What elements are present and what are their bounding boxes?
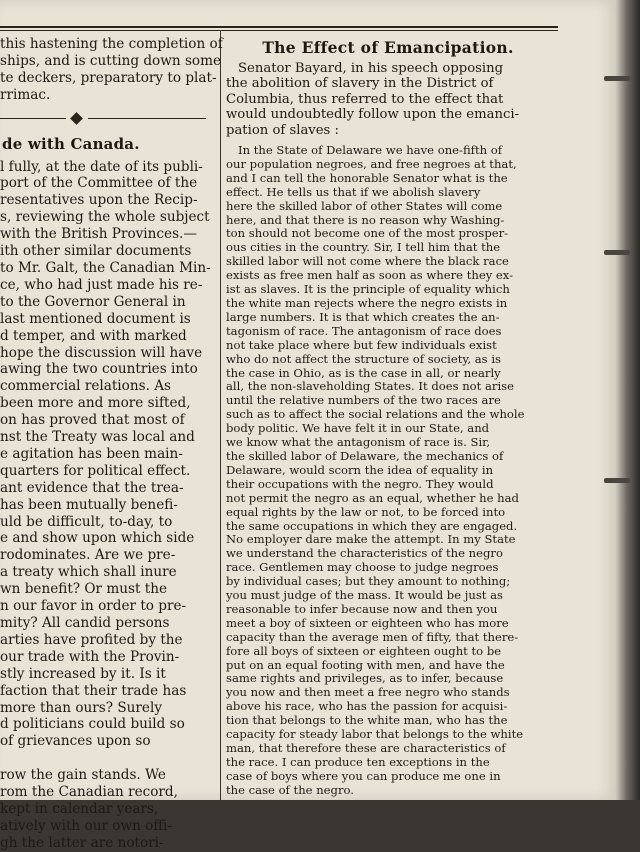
text-line: not take place where but few individuals exist — [226, 337, 497, 352]
text-line: the white man rejects where the negro exists in — [226, 296, 508, 310]
left-column-top-text — [0, 36, 223, 104]
text-line: race. Gentlemen may choose to judge negroes — [226, 560, 499, 575]
page-edge — [616, 0, 640, 800]
intro-line: the abolition of slavery in the District of — [226, 76, 494, 92]
text-line: the race. I can produce ten exceptions in the — [226, 754, 490, 769]
text-line: rrimac. — [0, 86, 51, 103]
text-line: n our favor in order to pre- — [0, 598, 187, 615]
text-line: on has proved that most of — [0, 412, 185, 429]
text-line: tagonism of race. The antagonism of race does — [226, 323, 502, 338]
text-line: ships, and is cutting down some — [0, 52, 222, 69]
text-line: fore all boys of sixteen or eighteen ought to be — [226, 643, 502, 658]
text-line: this hastening the completion of — [0, 36, 223, 52]
section-ornament — [0, 108, 214, 130]
text-line: the case of the negro. — [226, 782, 354, 797]
text-line: and I can tell the honorable Senator what is the — [226, 170, 508, 185]
text-line: capacity for steady labor that belongs to the white — [226, 727, 524, 742]
text-line: kept in calendar years, — [0, 800, 159, 817]
text-line: rom the Canadian record, — [0, 784, 178, 801]
text-line: d temper, and with marked — [0, 327, 187, 344]
text-line: to the Governor General in — [0, 293, 186, 310]
text-line: e agitation has been main- — [0, 445, 183, 462]
text-line: quarters for political effect. — [0, 462, 191, 479]
text-line: case of boys where you can produce me one in — [226, 768, 501, 783]
text-line: to Mr. Galt, the Canadian Min- — [0, 259, 211, 276]
text-line: nst the Treaty was local and — [0, 429, 195, 446]
text-line: our trade with the Provin- — [0, 648, 180, 665]
column-divider — [220, 30, 221, 800]
text-line: skilled labor will not come where the black race — [226, 254, 509, 269]
text-line: of grievances upon so — [0, 733, 151, 750]
text-line: ith other similar documents — [0, 243, 192, 260]
text-line: capacity than the average men of fifty, that there- — [226, 629, 519, 644]
text-line: rodominates. Are we pre- — [0, 547, 176, 564]
text-line: the same occupations in which they are engaged. — [226, 518, 518, 533]
text-line: hope the discussion will have — [0, 344, 203, 361]
text-line: tion that belongs to the white man, who has the — [226, 713, 508, 728]
text-line: been more and more sifted, — [0, 395, 191, 412]
text-line: uld be difficult, to-day, to — [0, 513, 173, 530]
text-line: we understand the characteristics of the negro — [226, 546, 503, 561]
text-line: Delaware, would scorn the idea of equality in — [226, 462, 494, 477]
intro-line: pation of slaves : — [226, 122, 339, 138]
left-column — [0, 36, 223, 851]
text-line: No employer dare make the attempt. In my State — [226, 532, 516, 547]
text-line: here the skilled labor of other States will come — [226, 198, 503, 213]
text-line: equal rights by the law or not, to be forced into — [226, 504, 506, 519]
text-line: ous cities in the country. Sir, I tell him that the — [226, 240, 501, 255]
text-line: such as to affect the social relations and the whole — [226, 407, 525, 422]
text-line: te deckers, preparatory to plat- — [0, 69, 217, 86]
text-line: who do not affect the structure of society, as is — [226, 351, 501, 366]
text-line: atively with our own offi- — [0, 817, 172, 834]
text-line: arties have profited by the — [0, 631, 183, 648]
article-body — [226, 144, 550, 798]
section-heading: de with Canada. — [2, 134, 140, 153]
text-line: wn benefit? Or must the — [0, 581, 168, 598]
text-line: awing the two countries into — [0, 361, 198, 378]
text-line: their occupations with the negro. They would — [226, 476, 494, 491]
text-line: the case in Ohio, as is the case in all, or nearly — [226, 365, 501, 380]
text-line: port of the Committee of the — [0, 175, 198, 192]
text-line: here, and that there is no reason why Washing- — [226, 212, 505, 227]
text-line: you must judge of the mass. It would be just as — [226, 588, 503, 603]
text-line: until the relative numbers of the two races are — [226, 393, 501, 408]
text-line: more than ours? Surely — [0, 699, 162, 716]
text-line: mity? All candid persons — [0, 615, 170, 631]
text-line: a treaty which shall inure — [0, 564, 177, 581]
text-line: e and show upon which side — [0, 530, 195, 547]
text-line: ist as slaves. It is the principle of equality which — [226, 282, 510, 297]
binding-clip — [604, 478, 630, 483]
text-line: reasonable to infer because now and then you — [226, 601, 498, 616]
text-line: large numbers. It is that which creates the an- — [226, 309, 500, 324]
left-column-body-text — [0, 159, 214, 852]
text-line: exists as free men half as soon as where they ex- — [226, 268, 514, 283]
text-line: gh the latter are notori- — [0, 834, 164, 851]
text-line: l fully, at the date of its publi- — [0, 158, 203, 175]
text-line: not permit the negro as an equal, whether he had — [226, 490, 519, 505]
text-line: by individual cases; but they amount to nothing; — [226, 574, 511, 589]
intro-line: would undoubtedly follow upon the emanci- — [226, 107, 520, 123]
article-column — [226, 38, 550, 800]
text-line: same rights and privileges, as to infer, because — [226, 671, 504, 686]
text-line: effect. He tells us that if we abolish slavery — [226, 184, 481, 199]
text-line: ant evidence that the trea- — [0, 479, 184, 496]
text-line: last mentioned document is — [0, 310, 191, 327]
text-line: the skilled labor of Delaware, the mechanics of — [226, 448, 504, 463]
text-line — [0, 750, 214, 767]
text-line: s, reviewing the whole subject — [0, 209, 210, 226]
text-line: resentatives upon the Recip- — [0, 192, 198, 209]
text-line: faction that their trade has — [0, 682, 187, 699]
text-line: above his race, who has the passion for acquisi- — [226, 699, 508, 714]
text-line: meet a boy of sixteen or eighteen who has more — [226, 615, 509, 630]
text-line: In the State of Delaware we have one-fifth of — [238, 143, 503, 158]
text-line: man, that therefore these are characteristics of — [226, 741, 506, 755]
column-top-rule — [0, 26, 558, 31]
text-line: with the British Provinces.— — [0, 226, 197, 243]
text-line: body politic. We have felt it in our State, and — [226, 421, 490, 436]
text-line: all, the non-slaveholding States. It does not arise — [226, 379, 514, 394]
binding-clip — [604, 76, 630, 81]
binding-clip — [604, 250, 630, 255]
article-title: The Effect of Emancipation. — [262, 38, 514, 57]
article-intro — [226, 61, 550, 138]
text-line: our population negroes, and free negroes at that, — [226, 156, 517, 171]
text-line: row the gain stands. We — [0, 767, 166, 784]
text-line: ce, who had just made his re- — [0, 276, 203, 293]
text-line: you now and then meet a free negro who stands — [226, 685, 510, 700]
text-line: commercial relations. As — [0, 378, 172, 395]
text-line: d politicians could build so — [0, 716, 185, 733]
text-line: we know what the antagonism of race is. Sir, — [226, 435, 491, 450]
text-line: ton should not become one of the most prosper- — [226, 226, 509, 241]
intro-line: Columbia, thus referred to the effect that — [226, 91, 504, 107]
text-line: put on an equal footing with men, and have the — [226, 657, 505, 672]
intro-line: Senator Bayard, in his speech opposing — [238, 61, 504, 76]
text-line: has been mutually benefi- — [0, 496, 178, 513]
text-line: stly increased by it. Is it — [0, 665, 166, 682]
